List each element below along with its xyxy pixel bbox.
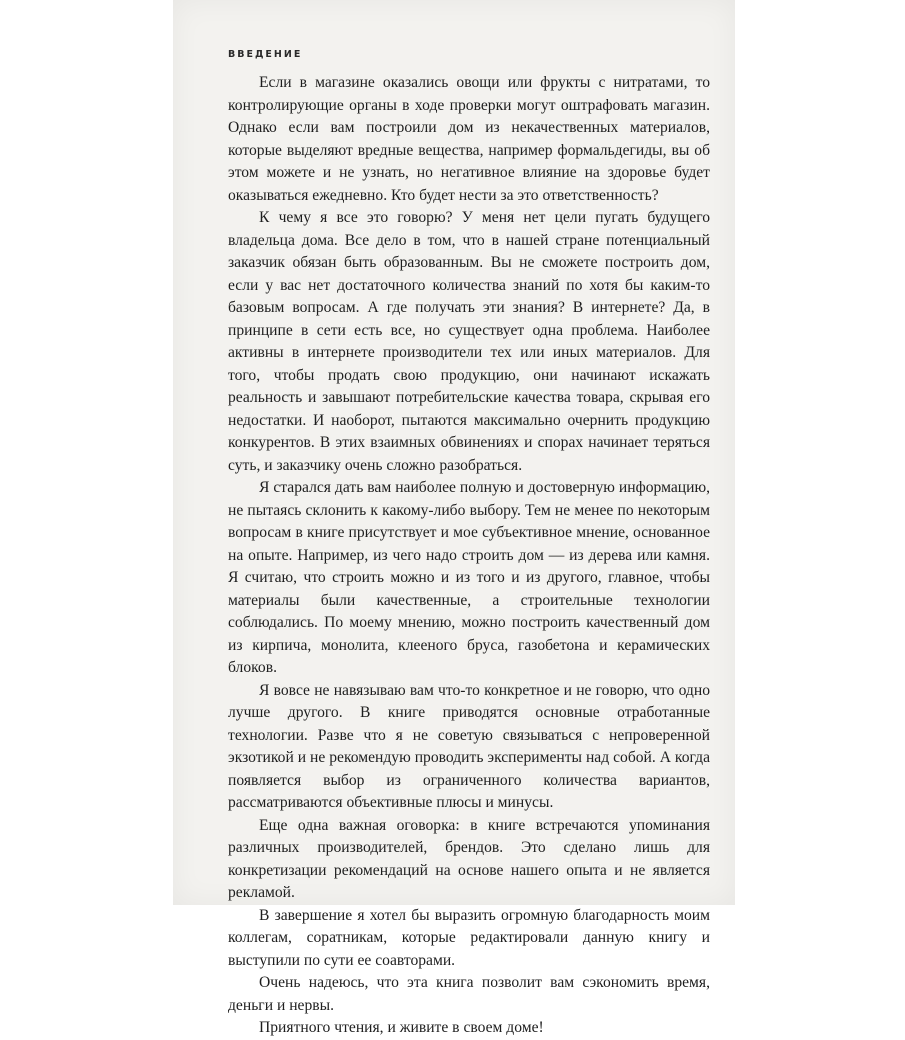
page-body	[228, 72, 710, 1040]
paragraph-8: Приятного чтения, и живите в своем доме!	[259, 1019, 544, 1036]
paragraph-4: Я вовсе не навязываю вам что-то конкретное и не говорю, что одно лучше другого. В книге приводятся основные отработанные технологии. Разве что я не советую связываться с непроверенной экзотикой и не рекомендую проводить эксперименты над собой. А когда появляется выбор из ограниченного количества вариантов, рассматриваются объективные плюсы и минусы.	[228, 681, 710, 811]
paragraph-6: В завершение я хотел бы выразить огромную благодарность моим коллегам, соратникам, которые редактировали данную книгу и выступили по сути ее соавторами.	[228, 906, 710, 969]
paragraph-5: Еще одна важная оговорка: в книге встречаются упоминания различных производителей, брендов. Это сделано лишь для конкретизации рекомендаций на основе нашего опыта и не является рекламой.	[228, 816, 710, 901]
paragraph-2: К чему я все это говорю? У меня нет цели пугать будущего владельца дома. Все дело в том, что в нашей стране потенциальный заказчик обязан быть образованным. Вы не сможете построить дом, если у вас нет достаточного количества знаний по хотя бы каким-то базовым вопросам. А где получать эти знания? В интернете? Да, в принципе в сети есть все, но существует одна проблема. Наиболее активны в интернете производители тех или иных материалов. Для того, чтобы продать свою продукцию, они начинают искажать реальность и завышают потребительские качества товара, скрывая его недостатки. И наоборот, пытаются максимально очернить продукцию конкурентов. В этих взаимных обвинениях и спорах начинает теряться суть, и заказчику очень сложно разобраться.	[228, 209, 710, 474]
paragraph-3: Я старался дать вам наиболее полную и достоверную информацию, не пытаясь склонить к какому-либо выбору. Тем не менее по некоторым вопросам в книге присутствует и мое субъективное мнение, основанное на опыте. Например, из чего надо строить дом — из дерева или камня. Я считаю, что строить можно и из того и из другого, главное, чтобы материалы были качественные, а строительные технологии соблюдались. По моему мнению, можно построить качественный дом из кирпича, монолита, клееного бруса, газобетона и керамических блоков.	[228, 479, 710, 676]
paragraph-1: Если в магазине оказались овощи или фрукты с нитратами, то контролирующие органы в ходе проверки могут оштрафовать магазин. Однако если вам построили дом из некачественных материалов, которые выделяют вредные вещества, например формальдегиды, вы об этом можете и не узнать, но негативное влияние на здоровье будет оказываться ежедневно. Кто будет нести за это ответственность?	[228, 74, 710, 204]
section-header: ВВЕДЕНИЕ	[228, 49, 303, 60]
paragraph-7: Очень надеюсь, что эта книга позволит вам сэкономить время, деньги и нервы.	[228, 974, 710, 1014]
book-page	[173, 0, 735, 1036]
